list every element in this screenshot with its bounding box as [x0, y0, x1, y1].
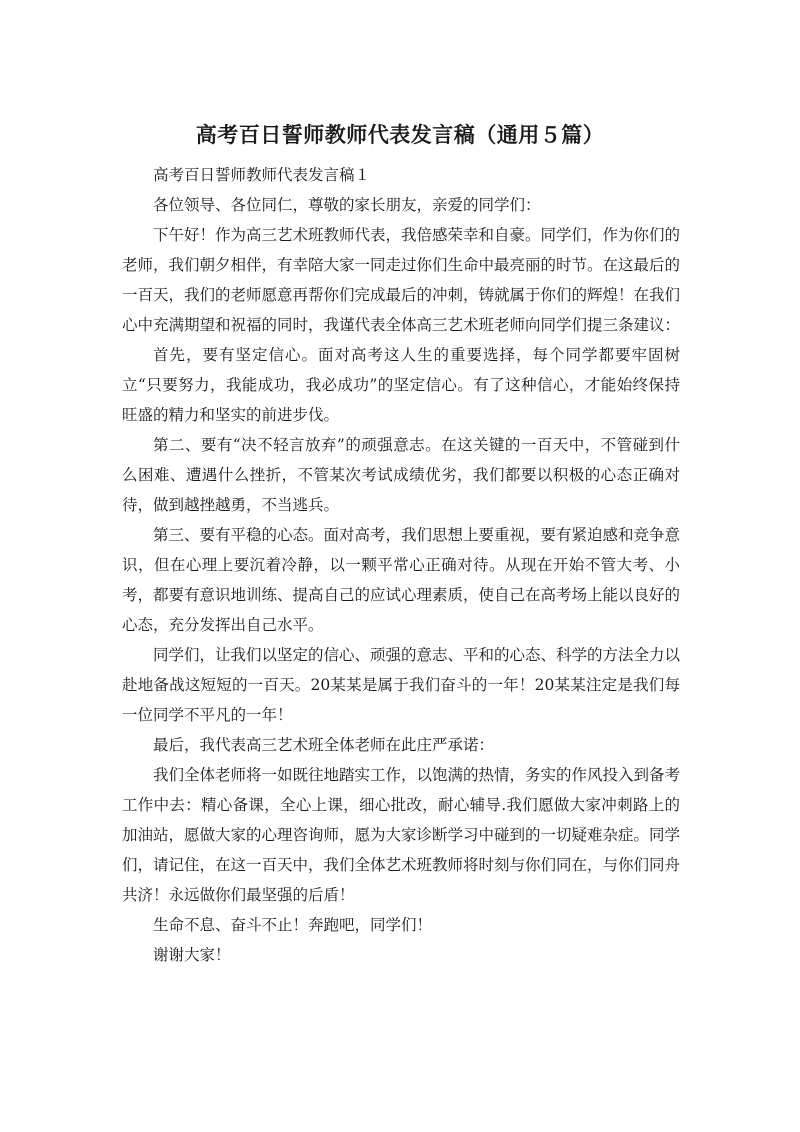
paragraph-encouragement: 同学们，让我们以坚定的信心、顽强的意志、平和的心态、科学的方法全力以赴地备战这短短的一百天。20某某是属于我们奋斗的一年！20某某注定是我们每一位同学不平凡的一年！: [122, 646, 681, 724]
paragraph-third-advice: 第三、要有平稳的心态。面对高考，我们思想上要重视，要有紧迫感和竞争意识，但在心理上要沉着冷静，以一颗平常心正确对待。从现在开始不管大考、小考，都要有意识地训练、提高自己的应试心理素质，使自己在高考场上能以良好的心态，充分发挥出自己水平。: [122, 526, 681, 634]
paragraph-promise: 我们全体老师将一如既往地踏实工作，以饱满的热情，务实的作风投入到备考工作中去：精心备课，全心上课，细心批改，耐心辅导.我们愿做大家冲刺路上的加油站，愿做大家的心理咨询师，愿为大家诊断学习中碰到的一切疑难杂症。同学们，请记住，在这一百天中，我们全体艺术班教师将时刻与你们同在，与你们同舟共济！永远做你们最坚强的后盾！: [122, 766, 681, 904]
paragraph-greeting: 下午好！作为高三艺术班教师代表，我倍感荣幸和自豪。同学们，作为你们的老师，我们朝夕相伴，有幸陪大家一同走过你们生命中最亮丽的时节。在这最后的一百天，我们的老师愿意再帮你们完成最后的冲刺，铸就属于你们的辉煌！在我们心中充满期望和祝福的同时，我谨代表全体高三艺术班老师向同学们提三条建议：: [122, 226, 681, 334]
paragraph-salutation: 各位领导、各位同仁，尊敬的家长朋友，亲爱的同学们：: [153, 196, 541, 214]
paragraph-promise-intro: 最后，我代表高三艺术班全体老师在此庄严承诺：: [153, 736, 495, 754]
paragraph-thanks: 谢谢大家！: [153, 946, 231, 964]
document-title: 高考百日誓师教师代表发言稿（通用５篇）: [195, 123, 605, 147]
paragraph-subtitle: 高考百日誓师教师代表发言稿１: [153, 166, 371, 184]
paragraph-second-advice: 第二、要有“决不轻言放弃”的顽强意志。在这关键的一百天中，不管碰到什么困难、遭遇什么挫折，不管某次考试成绩优劣，我们都要以积极的心态正确对待，做到越挫越勇，不当逃兵。: [122, 436, 680, 514]
paragraph-first-advice: 首先，要有坚定信心。面对高考这人生的重要选择，每个同学都要牢固树立“只要努力，我能成功，我必成功”的坚定信心。有了这种信心，才能始终保持旺盛的精力和坚实的前进步伐。: [122, 346, 680, 424]
document-body: [122, 160, 680, 970]
paragraph-slogan: 生命不息、奋斗不止！奔跑吧，同学们！: [153, 916, 433, 934]
